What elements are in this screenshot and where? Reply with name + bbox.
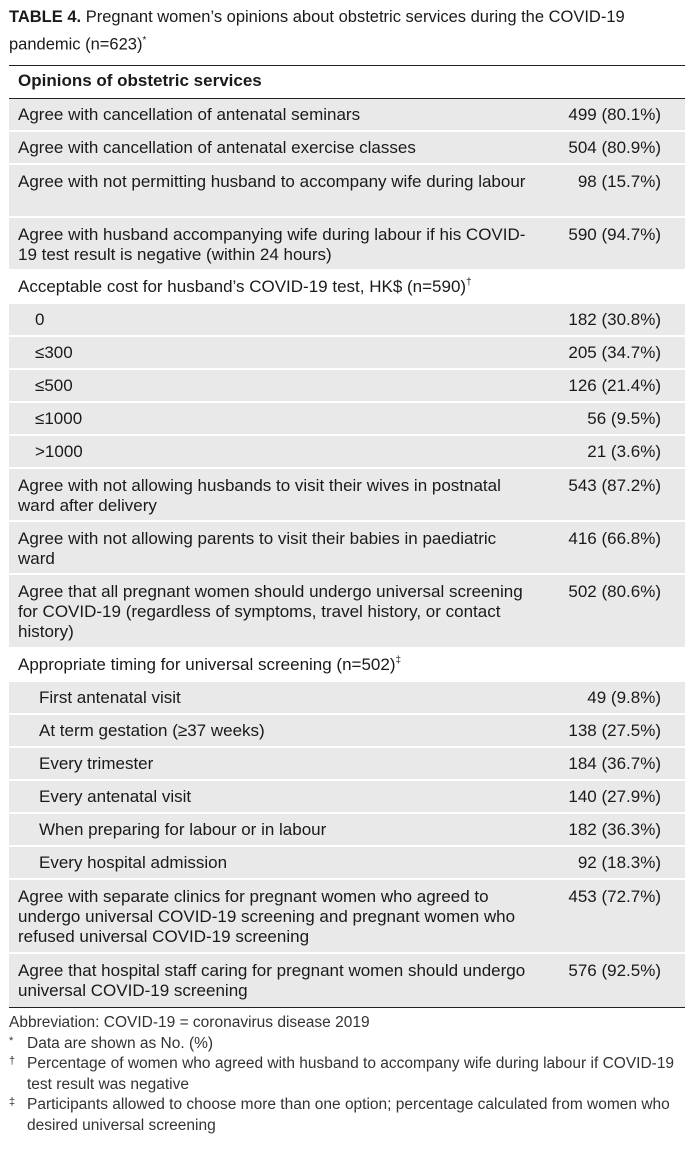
table-row [9,403,685,436]
table-footnotes [9,1013,685,1136]
row-label: Agree with not permitting husband to accompany wife during labour [18,172,526,191]
row-value: 453 (72.7%) [568,887,661,906]
table-row [9,132,685,165]
footnote-mark: ‡ [9,1096,16,1108]
row-value: 504 (80.9%) [568,137,661,157]
title-footnote-mark: * [142,35,147,46]
row-value: 21 (3.6%) [587,441,661,461]
row-value: 140 (27.9%) [568,786,661,806]
table-title: Pregnant women’s opinions about obstetric services during the COVID-19 pandemic (n=623) [9,8,625,54]
footnote [9,1095,685,1136]
row-label: First antenatal visit [39,687,181,707]
row-label: At term gestation (≥37 weeks) [39,720,265,740]
row-value: 184 (36.7%) [568,753,661,773]
footnote [9,1034,685,1055]
row-label: ≤1000 [35,408,83,428]
table-row [9,575,685,649]
table-row [9,436,685,469]
table-row [9,748,685,781]
row-value: 182 (30.8%) [568,309,661,329]
row-value: 576 (92.5%) [568,961,661,980]
row-label: Agree with not allowing husbands to visit their wives in postnatal ward after delivery [18,476,501,515]
footnote-mark: * [9,1034,14,1047]
row-label: Agree with cancellation of antenatal exercise classes [18,137,416,157]
row-label: ≤300 [35,342,73,362]
row-value: 98 (15.7%) [577,172,661,191]
row-label: Agree that hospital staff caring for pregnant women should undergo universal COVID-19 screening [18,961,526,1000]
abbreviation-note: Abbreviation: COVID-19 = coronavirus disease 2019 [9,1014,370,1031]
table-row [9,165,685,218]
table-row [9,715,685,748]
row-value: 56 (9.5%) [587,408,661,428]
table-row [9,522,685,575]
row-label: ≤500 [35,375,73,395]
table-row [9,370,685,403]
table-row [9,781,685,814]
footnote [9,1054,685,1095]
table-row [9,469,685,522]
row-value: 502 (80.6%) [568,582,661,601]
row-label: >1000 [35,441,83,461]
opinions-table [9,65,685,1008]
footnote-text: Participants allowed to choose more than one option; percentage calculated from women who desired universal screening [27,1096,670,1134]
table-row [9,682,685,715]
row-value: 205 (34.7%) [568,342,661,362]
row-label: Agree with separate clinics for pregnant women who agreed to undergo universal COVID-19 screening and pregnant women who refused universal COVID-19 screening [18,887,516,946]
table-row [9,954,685,1007]
row-label: Every trimester [39,753,154,773]
row-label: Agree with not allowing parents to visit their babies in paediatric ward [18,529,497,568]
row-value: 416 (66.8%) [568,529,661,548]
table-caption [0,0,696,57]
table-row [9,304,685,337]
row-label: 0 [35,309,45,329]
table-row [9,337,685,370]
table-row [9,814,685,847]
row-label: Every hospital admission [39,852,228,872]
row-label: Every antenatal visit [39,786,192,806]
table-row [9,218,685,271]
row-label: Appropriate timing for universal screening (n=502) ‡ [9,649,535,680]
table-bottom-rule [9,1007,685,1008]
footnote-text: Percentage of women who agreed with husband to accompany wife during labour if COVID-19 test result was negative [27,1055,675,1093]
table-label: TABLE 4. [9,8,82,26]
row-value: 92 (18.3%) [577,852,661,872]
row-value: 543 (87.2%) [568,476,661,495]
table-header-row [9,66,685,98]
row-label: Agree with cancellation of antenatal seminars [18,104,361,124]
table-subheader-row [9,271,685,304]
footnote-text: Data are shown as No. (%) [27,1034,214,1052]
row-label: Agree that all pregnant women should undergo universal screening for COVID-19 (regardless of symptoms, travel history, or contact history) [18,582,523,641]
table-subheader-row [9,649,685,682]
column-header-opinions: Opinions of obstetric services [18,71,262,90]
row-label: When preparing for labour or in labour [39,819,327,839]
row-value: 499 (80.1%) [568,104,661,124]
footnote-mark: † [9,1055,16,1067]
row-label: Agree with husband accompanying wife during labour if his COVID-19 test result is negative (within 24 hours) [18,225,526,264]
footnote-mark: † [466,276,472,288]
table-row [9,847,685,880]
row-value: 590 (94.7%) [568,225,661,244]
footnote-mark: ‡ [395,654,402,666]
row-label: Acceptable cost for husband’s COVID-19 test, HK$ (n=590) † [9,271,535,302]
table-row [9,880,685,954]
row-value: 182 (36.3%) [568,819,661,839]
table-row [9,99,685,132]
row-value: 138 (27.5%) [568,720,661,740]
row-value: 126 (21.4%) [568,375,661,395]
row-value: 49 (9.8%) [587,687,661,707]
